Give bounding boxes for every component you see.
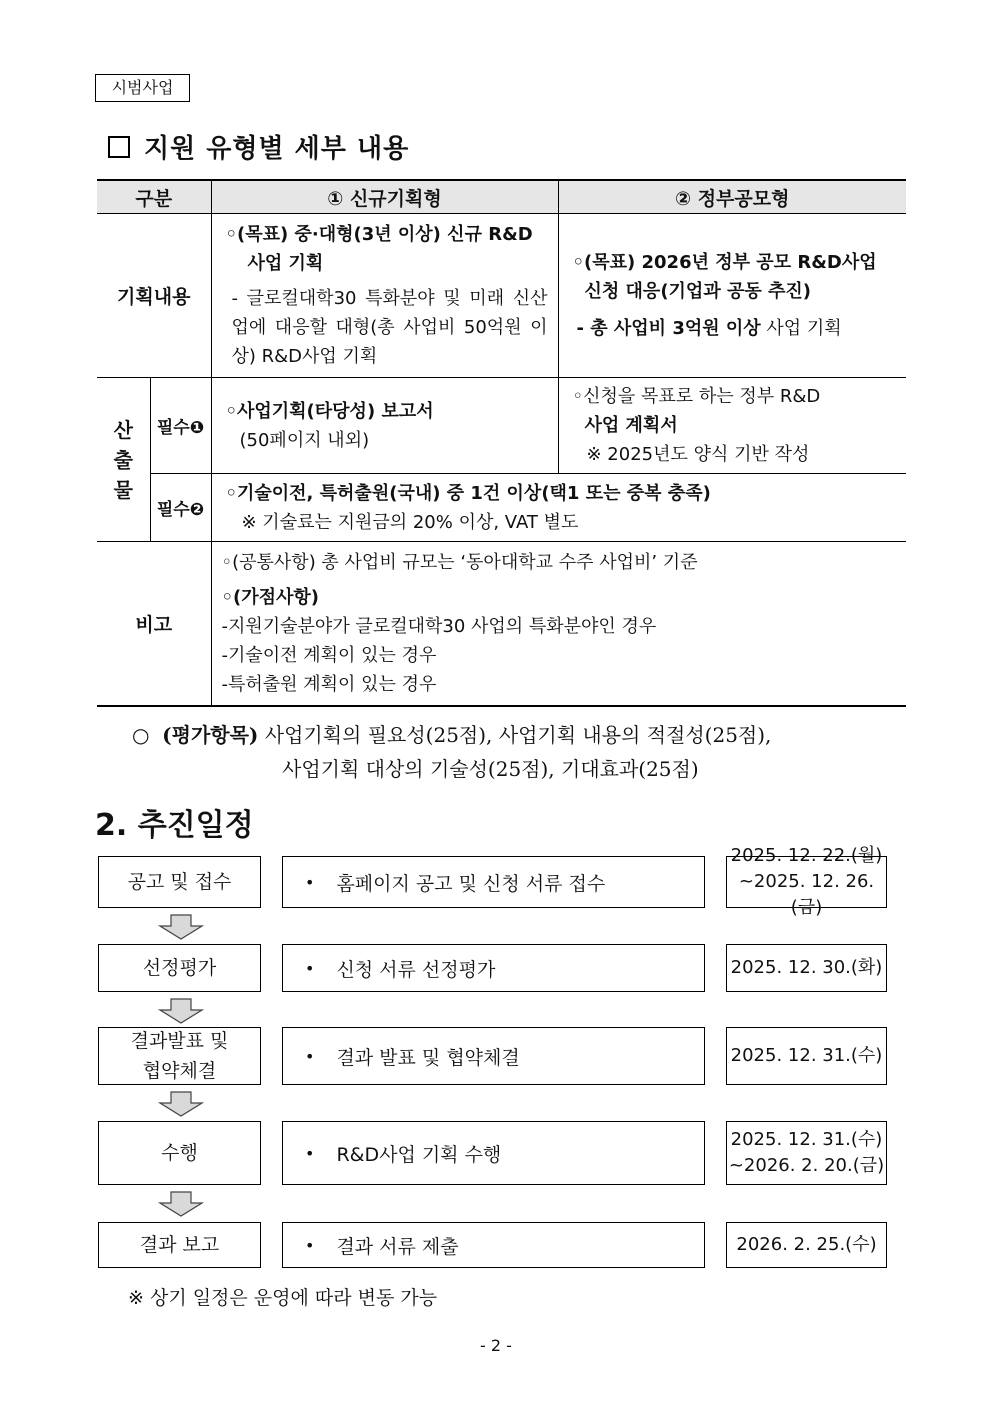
plan-row [97, 214, 906, 378]
plan-col2-sub-rest: 사업 기획 [760, 318, 842, 339]
step-3-label1: 결과발표 및 [130, 1030, 229, 1052]
required-1-label: 필수❶ [150, 378, 211, 474]
note-line5: -특허출원 계획이 있는 경우 [221, 674, 437, 695]
step-4-date2: ~2026. 2. 20.(금) [728, 1155, 885, 1176]
plan-col1-sub: - 글로컬대학30 특화분야 및 미래 신산업에 대응할 대형(총 사업비 50억원 이상) R&D사업 기획 [231, 288, 548, 367]
step-1-date [726, 845, 887, 918]
step-3-label2: 협약체결 [142, 1060, 217, 1082]
bullet-icon: • [305, 1235, 315, 1255]
required-1-col1-title: ◦사업기획(타당성) 보고서 [225, 400, 434, 422]
down-arrow-icon [158, 998, 204, 1024]
step-4-desc-text: R&D사업 기획 수행 [336, 1143, 502, 1166]
evaluation-line2: 사업기획 대상의 기술성(25점), 기대효과(25점) [282, 757, 699, 781]
step-3-date: 2025. 12. 31.(수) [726, 1027, 887, 1085]
bullet-icon: • [305, 1046, 315, 1066]
required-1-col2-line1: ◦신청을 목표로 하는 정부 R&D [572, 386, 821, 407]
step-3-desc [282, 1027, 705, 1085]
header-new-planning: ① 신규기획형 [211, 180, 558, 214]
step-5-date: 2026. 2. 25.(수) [726, 1222, 887, 1268]
step-1-desc [282, 856, 705, 908]
output-label-char-2: 출 [113, 447, 133, 472]
required-2-label: 필수❷ [150, 474, 211, 542]
plan-col1-goal2: 사업 기획 [247, 253, 324, 274]
table-header-row [97, 180, 906, 214]
step-5-desc [282, 1222, 705, 1268]
note-content [211, 542, 906, 707]
step-4-desc [282, 1121, 705, 1185]
required-2-content [211, 474, 906, 542]
step-5-desc-text: 결과 서류 제출 [336, 1235, 459, 1258]
required-1-col2-line3: ※ 2025년도 양식 기반 작성 [586, 444, 810, 465]
step-5-label: 결과 보고 [98, 1222, 261, 1268]
step-2-desc [282, 944, 705, 992]
output-label [97, 378, 150, 542]
section2-title: 2. 추진일정 [95, 808, 254, 843]
step-4-date1: 2025. 12. 31.(수) [730, 1129, 883, 1150]
plan-col1 [211, 214, 558, 378]
header-category: 구분 [97, 180, 211, 214]
plan-col2-sub-bold: - 총 사업비 3억원 이상 [576, 318, 761, 339]
step-1-desc-text: 홈페이지 공고 및 신청 서류 접수 [336, 872, 606, 895]
step-1-date2: ~2025. 12. 26.(금) [738, 871, 875, 918]
output-row-1 [97, 378, 906, 474]
plan-col2-goal: ◦(목표) 2026년 정부 공모 R&D사업 [572, 252, 877, 273]
required-1-col1-sub: (50페이지 내외) [239, 429, 370, 451]
note-label: 비고 [97, 542, 211, 707]
down-arrow-icon [158, 1191, 204, 1217]
step-1-date1: 2025. 12. 22.(월) [730, 845, 883, 866]
page-number: - 2 - [480, 1336, 512, 1355]
down-arrow-icon [158, 1091, 204, 1117]
bullet-icon: • [305, 1143, 315, 1163]
support-type-table [97, 179, 906, 707]
output-row-2 [97, 474, 906, 542]
plan-col2-sub [573, 314, 897, 343]
required-2-line2: ※ 기술료는 지원금의 20% 이상, VAT 별도 [241, 511, 579, 533]
step-4-label: 수행 [98, 1121, 261, 1185]
required-1-col1 [211, 378, 558, 474]
output-label-char-1: 산 [113, 417, 133, 442]
required-1-col2 [558, 378, 906, 474]
pilot-project-tag: 시범사업 [95, 74, 190, 102]
plan-col2-goal2: 신청 대응(기업과 공동 추진) [584, 281, 812, 302]
plan-col1-goal: ◦(목표) 중·대형(3년 이상) 신규 R&D [225, 224, 533, 245]
schedule-note: ※ 상기 일정은 운영에 따라 변동 가능 [128, 1287, 438, 1309]
step-3-desc-text: 결과 발표 및 협약체결 [336, 1046, 520, 1069]
step-3-label [98, 1027, 261, 1085]
step-2-desc-text: 신청 서류 선정평가 [336, 958, 496, 981]
required-1-col2-line2: 사업 계획서 [584, 415, 678, 436]
evaluation-items [132, 718, 892, 786]
down-arrow-icon [158, 914, 204, 940]
note-row [97, 542, 906, 707]
output-label-char-3: 물 [113, 477, 133, 502]
required-2-line1: ◦기술이전, 특허출원(국내) 중 1건 이상(택1 또는 중복 충족) [225, 482, 711, 504]
note-line4: -기술이전 계획이 있는 경우 [221, 645, 437, 666]
plan-label: 기획내용 [97, 214, 211, 378]
checkbox-square-icon [108, 136, 130, 158]
bullet-icon: • [305, 958, 315, 978]
evaluation-text1: 사업기획의 필요성(25점), 사업기획 내용의 적절성(25점), [258, 723, 772, 747]
evaluation-label: (평가항목) [162, 723, 259, 747]
step-4-date [726, 1121, 887, 1185]
note-line1: ◦(공통사항) 총 사업비 규모는 ‘동아대학교 수주 사업비’ 기준 [221, 552, 698, 573]
evaluation-line1 [132, 718, 892, 752]
step-2-label: 선정평가 [98, 944, 261, 992]
section1-title: 지원 유형별 세부 내용 [144, 134, 410, 164]
note-line3: -지원기술분야가 글로컬대학30 사업의 특화분야인 경우 [221, 616, 657, 637]
header-gov-contest: ② 정부공모형 [558, 180, 906, 214]
note-line2: ◦(가점사항) [221, 587, 320, 608]
evaluation-bullet: ○ [132, 723, 150, 747]
step-2-date: 2025. 12. 30.(화) [726, 944, 887, 992]
section1-heading [108, 128, 409, 165]
bullet-icon: • [305, 872, 315, 892]
plan-col2 [558, 214, 906, 378]
step-1-label: 공고 및 접수 [98, 856, 261, 908]
